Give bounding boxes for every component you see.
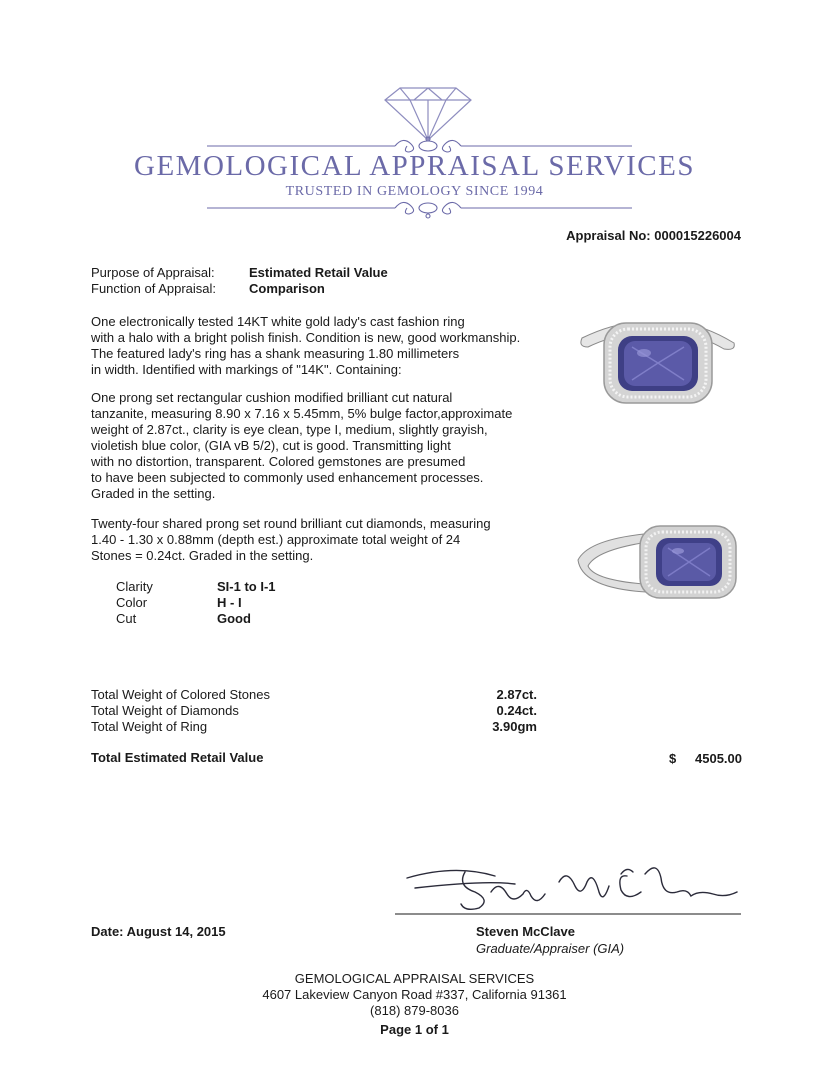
text-line: Stones = 0.24ct. Graded in the setting.: [91, 548, 314, 563]
company-tagline: TRUSTED IN GEMOLOGY SINCE 1994: [285, 184, 544, 199]
page-number: Page 1 of 1: [380, 1022, 449, 1037]
footer-phone: (818) 879-8036: [370, 1003, 459, 1018]
text-line: with a halo with a bright polish finish. Condition is new, good workmanship.: [91, 330, 521, 345]
purpose-value: Estimated Retail Value: [249, 265, 388, 280]
tanzanite-description: [91, 390, 561, 502]
total-colored-value: 2.87ct.: [496, 687, 537, 702]
text-line: in width. Identified with markings of "14K". Containing:: [91, 362, 402, 377]
retail-amount: 4505.00: [695, 751, 742, 766]
retail-currency: $: [669, 751, 677, 766]
company-name: GEMOLOGICAL APPRAISAL SERVICES: [134, 150, 695, 182]
grade-color-label: Color: [116, 595, 148, 610]
ring-top-view-image: [574, 303, 742, 413]
appraiser-title: Graduate/Appraiser (GIA): [476, 941, 625, 956]
function-label: Function of Appraisal:: [91, 281, 217, 296]
ring-description: [91, 314, 561, 378]
diamond-description: [91, 516, 561, 564]
text-line: with no distortion, transparent. Colored gemstones are presumed: [91, 454, 466, 469]
purpose-label: Purpose of Appraisal:: [91, 265, 215, 280]
appraisal-date: Date: August 14, 2015: [91, 924, 226, 939]
footer-company: GEMOLOGICAL APPRAISAL SERVICES: [294, 971, 535, 986]
grade-clarity-value: SI-1 to I-1: [217, 579, 276, 594]
text-line: Twenty-four shared prong set round brilliant cut diamonds, measuring: [91, 516, 491, 531]
total-colored-label: Total Weight of Colored Stones: [91, 687, 270, 702]
footer-address: 4607 Lakeview Canyon Road #337, California 91361: [262, 987, 567, 1002]
text-line: violetish blue color, (GIA vB 5/2), cut is good. Transmitting light: [91, 438, 451, 453]
text-line: The featured lady's ring has a shank measuring 1.80 millimeters: [91, 346, 460, 361]
text-line: 1.40 - 1.30 x 0.88mm (depth est.) approximate total weight of 24: [91, 532, 461, 547]
bottom-ornament-icon: [207, 202, 632, 218]
appraisal-number: Appraisal No: 000015226004: [566, 228, 741, 243]
text-line: weight of 2.87ct., clarity is eye clean, type I, medium, slightly grayish,: [91, 422, 488, 437]
text-line: tanzanite, measuring 8.90 x 7.16 x 5.45mm, 5% bulge factor,approximate: [91, 406, 513, 421]
function-value: Comparison: [249, 281, 325, 296]
grade-color-value: H - I: [217, 595, 242, 610]
text-line: One prong set rectangular cushion modified brilliant cut natural: [91, 390, 453, 405]
text-line: Graded in the setting.: [91, 486, 216, 501]
diamond-logo-icon: [385, 88, 471, 140]
text-line: to have been subjected to commonly used enhancement processes.: [91, 470, 484, 485]
total-ring-value: 3.90gm: [492, 719, 537, 734]
grade-clarity-label: Clarity: [116, 579, 153, 594]
total-diamonds-value: 0.24ct.: [496, 703, 537, 718]
grade-cut-label: Cut: [116, 611, 137, 626]
ring-side-view-image: [574, 520, 742, 606]
appraiser-name: Steven McClave: [476, 924, 575, 939]
total-ring-label: Total Weight of Ring: [91, 719, 208, 734]
signature-image: [395, 856, 745, 920]
retail-value-label: Total Estimated Retail Value: [91, 750, 264, 765]
text-line: One electronically tested 14KT white gold lady's cast fashion ring: [91, 314, 465, 329]
total-diamonds-label: Total Weight of Diamonds: [91, 703, 239, 718]
grade-cut-value: Good: [217, 611, 251, 626]
